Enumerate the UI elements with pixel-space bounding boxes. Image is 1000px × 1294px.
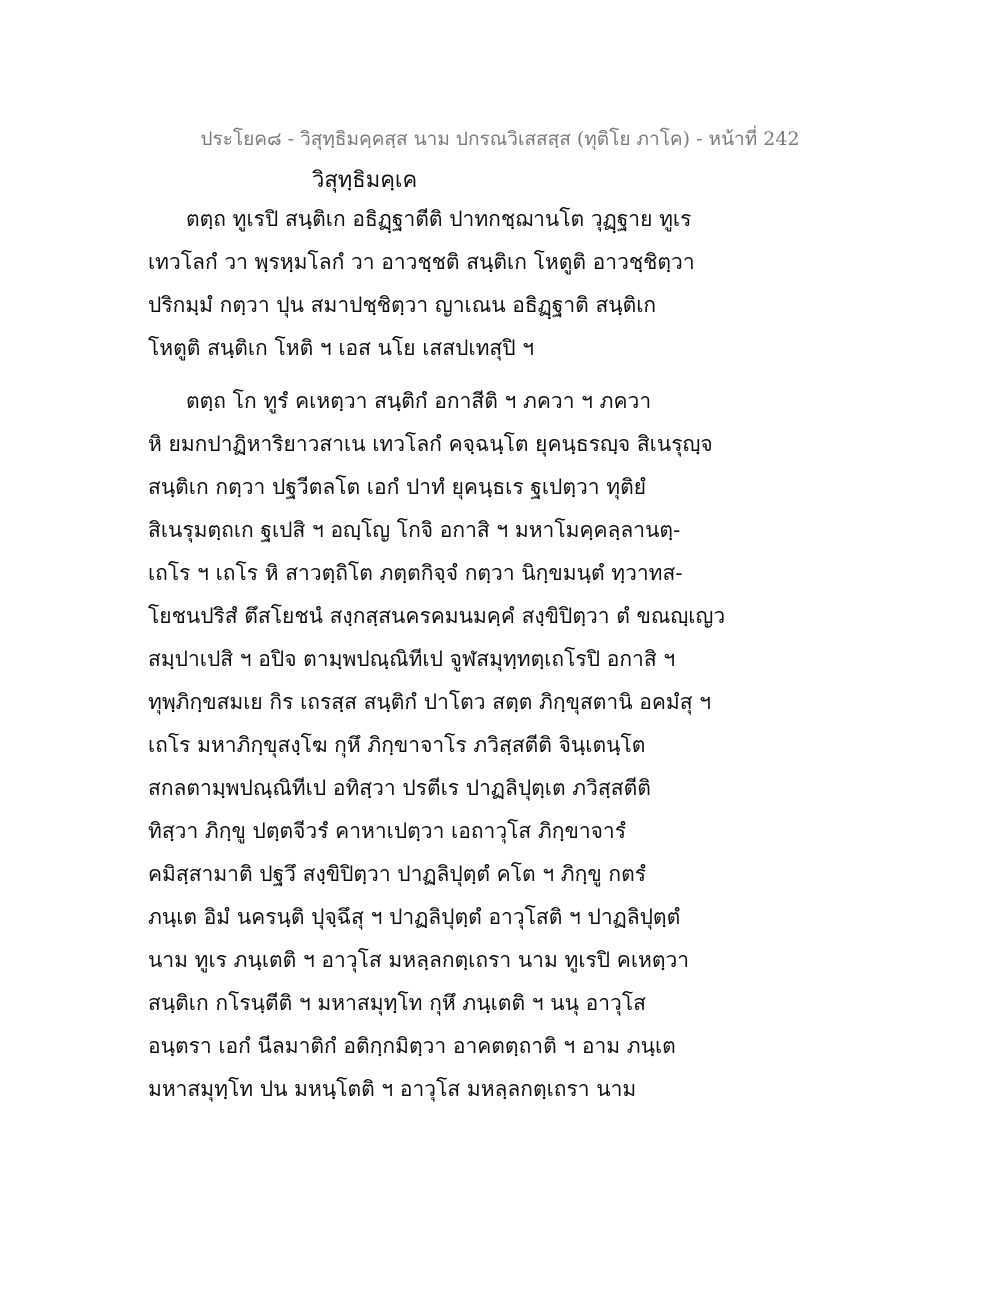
text-line: หิ ยมกปาฏิหาริยาวสาเน เทวโลกํ คจฺฉนฺโต ยุคนฺธรญฺจ สิเนรุญฺจ bbox=[148, 432, 713, 456]
text-line: ภนฺเต อิมํ นครนฺติ ปุจฺฉึสุ ฯ ปาฏลิปุตฺตํ อาวุโสติ ฯ ปาฏลิปุตฺตํ bbox=[148, 905, 681, 929]
text-line: ปริกมฺมํ กตฺวา ปุน สมาปชฺชิตฺวา ญาเณน อธิฏฺฐาติ สนฺติเก bbox=[148, 293, 657, 317]
text-line: สกลตามฺพปณฺณิทีเป อทิสฺวา ปรตีเร ปาฏลิปุตฺเต ภวิสฺสตีติ bbox=[148, 776, 651, 800]
text-line: ทุพฺภิกฺขสมเย กิร เถรสฺส สนฺติกํ ปาโตว สตฺต ภิกฺขุสตานิ อคมํสุ ฯ bbox=[148, 690, 712, 714]
text-line: เทวโลกํ วา พฺรหฺมโลกํ วา อาวชฺชติ สนฺติเก โหตูติ อาวชฺชิตฺวา bbox=[148, 250, 695, 274]
body-text bbox=[148, 200, 868, 1113]
running-header: ประโยค๘ - วิสุทฺธิมคฺคสฺส นาม ปกรณวิเสสสฺส (ทุติโย ภาโค) - หน้าที่ 242 bbox=[200, 128, 800, 150]
paragraph bbox=[148, 382, 868, 1113]
text-line: อนฺตรา เอกํ นีลมาติกํ อติกฺกมิตฺวา อาคตตฺถาติ ฯ อาม ภนฺเต bbox=[148, 1034, 676, 1058]
text-line: คมิสฺสามาติ ปฐวึ สงฺขิปิตฺวา ปาฏลิปุตฺตํ คโต ฯ ภิกฺขู กตรํ bbox=[148, 862, 647, 886]
section-title: วิสุทฺธิมคฺเค bbox=[312, 168, 418, 193]
text-line: โหตูติ สนฺติเก โหติ ฯ เอส นโย เสสปเทสุปิ ฯ bbox=[148, 336, 535, 360]
text-line: เถโร ฯ เถโร หิ สาวตฺถิโต ภตฺตกิจฺจํ กตฺวา นิกฺขมนฺตํ ทฺวาทส- bbox=[148, 561, 683, 585]
text-line: เถโร มหาภิกฺขุสงฺโฆ กุหึ ภิกฺขาจาโร ภวิสฺสตีติ จินฺเตนฺโต bbox=[148, 733, 646, 757]
text-line: ทิสฺวา ภิกฺขู ปตฺตจีวรํ คาหาเปตฺวา เอถาวุโส ภิกฺขาจารํ bbox=[148, 819, 626, 843]
text-line: มหาสมุทฺโท ปน มหนฺโตติ ฯ อาวุโส มหลฺลกตฺเถรา นาม bbox=[148, 1077, 637, 1101]
text-line: สมฺปาเปสิ ฯ อปิจ ตามฺพปณฺณิทีเป จูฬสมุทฺทตฺเถโรปิ อกาสิ ฯ bbox=[148, 647, 676, 671]
text-line: ตตฺถ โก ทูรํ คเหตฺวา สนฺติกํ อกาสีติ ฯ ภควา ฯ ภควา bbox=[186, 389, 652, 413]
text-line: โยชนปริสํ ตึสโยชนํ สงฺกสฺสนครคมนมคฺคํ สงฺขิปิตฺวา ตํ ขณญฺเญว bbox=[148, 604, 726, 628]
text-line: สิเนรุมตฺถเก ฐเปสิ ฯ อญฺโญ โกจิ อกาสิ ฯ มหาโมคฺคลฺลานตฺ- bbox=[148, 518, 681, 542]
text-line: ตตฺถ ทูเรปิ สนฺติเก อธิฏฺฐาตีติ ปาทกชฺฌานโต วุฏฺฐาย ทูเร bbox=[186, 207, 692, 231]
text-line: สนฺติเก กตฺวา ปฐวีตลโต เอกํ ปาทํ ยุคนฺธเร ฐเปตฺวา ทุติยํ bbox=[148, 475, 647, 499]
text-line: สนฺติเก กโรนฺตีติ ฯ มหาสมุทฺโท กุหึ ภนฺเตติ ฯ นนุ อาวุโส bbox=[148, 991, 646, 1015]
paragraph bbox=[148, 200, 868, 372]
text-line: นาม ทูเร ภนฺเตติ ฯ อาวุโส มหลฺลกตฺเถรา นาม ทูเรปิ คเหตฺวา bbox=[148, 948, 690, 972]
